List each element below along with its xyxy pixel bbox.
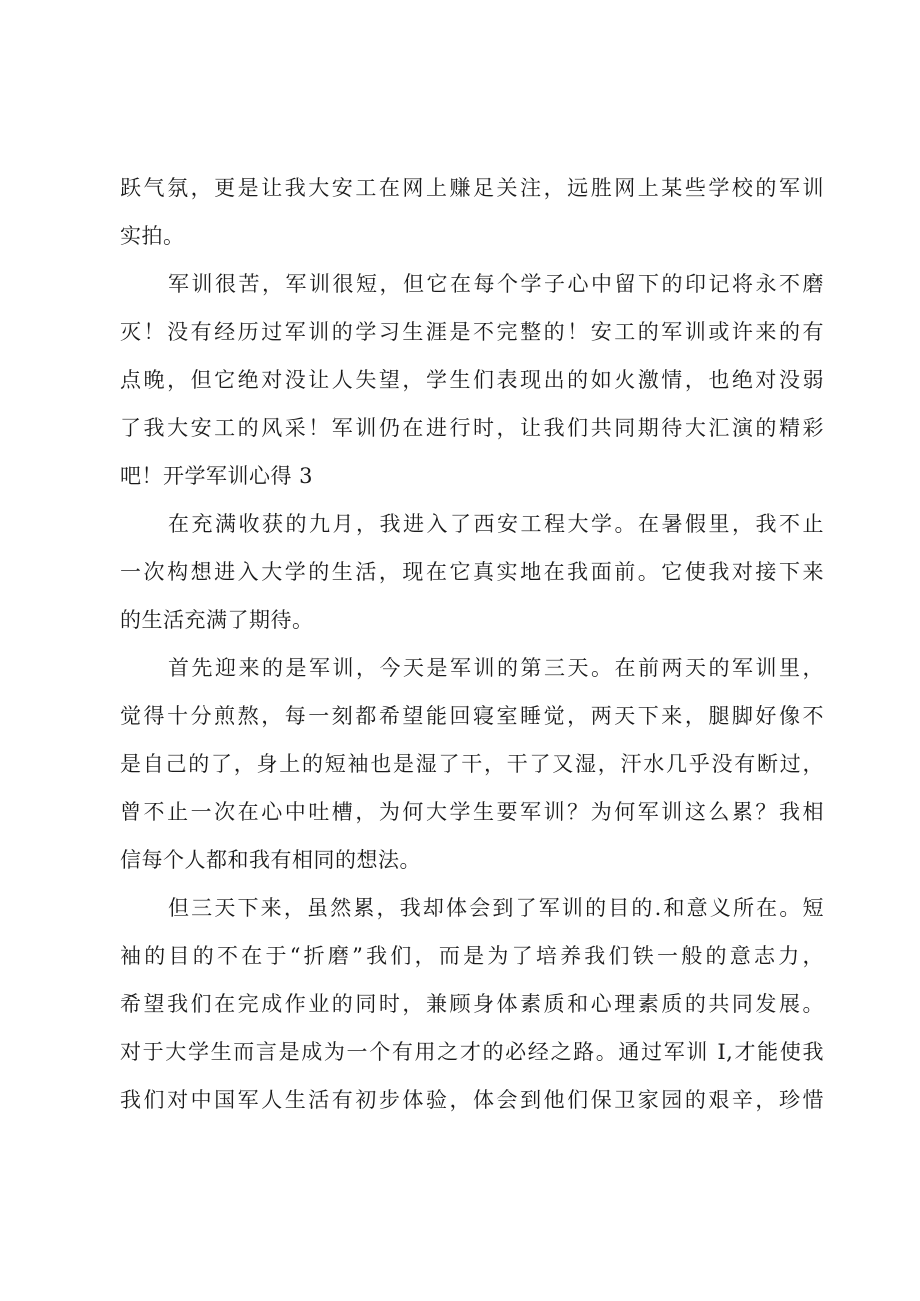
text-line: 一次构想进入大学的生活，现在它真实地在我面前。它使我对接下来 — [120, 560, 824, 584]
text-line: 但三天下来，虽然累，我却体会到了军训的目的.和意义所在。短 — [168, 896, 824, 920]
text-line: 我们对中国军人生活有初步体验，体会到他们保卫家园的艰辛，珍惜 — [120, 1088, 824, 1112]
text-line: 的生活充满了期待。 — [120, 608, 314, 632]
text-line: 觉得十分煎熬，每一刻都希望能回寝室睡觉，两天下来，腿脚好像不 — [120, 704, 824, 728]
text-line: 首先迎来的是军训，今天是军训的第三天。在前两天的军训里， — [168, 656, 824, 680]
document-body — [120, 164, 824, 1124]
text-line: 希望我们在完成作业的同时，兼顾身体素质和心理素质的共同发展。 — [120, 992, 824, 1016]
text-line: 跃气氛，更是让我大安工在网上赚足关注，远胜网上某些学校的军训 — [120, 176, 824, 200]
text-line: 对于大学生而言是成为一个有用之才的必经之路。通过军训 I,才能使我 — [120, 1040, 824, 1064]
text-line: 实拍。 — [120, 224, 185, 248]
text-line: 信每个人都和我有相同的想法。 — [120, 848, 421, 872]
text-line: 点晚，但它绝对没让人失望，学生们表现出的如火激情，也绝对没弱 — [120, 368, 824, 392]
text-line: 曾不止一次在心中吐槽，为何大学生要军训？为何军训这么累？我相 — [120, 800, 824, 824]
text-line: 吧！开学军训心得 3 — [120, 464, 314, 488]
text-line: 灭！没有经历过军训的学习生涯是不完整的！安工的军训或许来的有 — [120, 320, 824, 344]
text-line: 军训很苦，军训很短，但它在每个学子心中留下的印记将永不磨 — [168, 272, 824, 296]
text-line: 袖的目的不在于“折磨”我们，而是为了培养我们铁一般的意志力， — [120, 944, 824, 968]
text-line: 了我大安工的风采！军训仍在进行时，让我们共同期待大汇演的精彩 — [120, 416, 824, 440]
text-line: 是自己的了，身上的短袖也是湿了干，干了又湿，汗水几乎没有断过， — [120, 752, 824, 776]
text-line: 在充满收获的九月，我进入了西安工程大学。在暑假里，我不止 — [168, 512, 824, 536]
